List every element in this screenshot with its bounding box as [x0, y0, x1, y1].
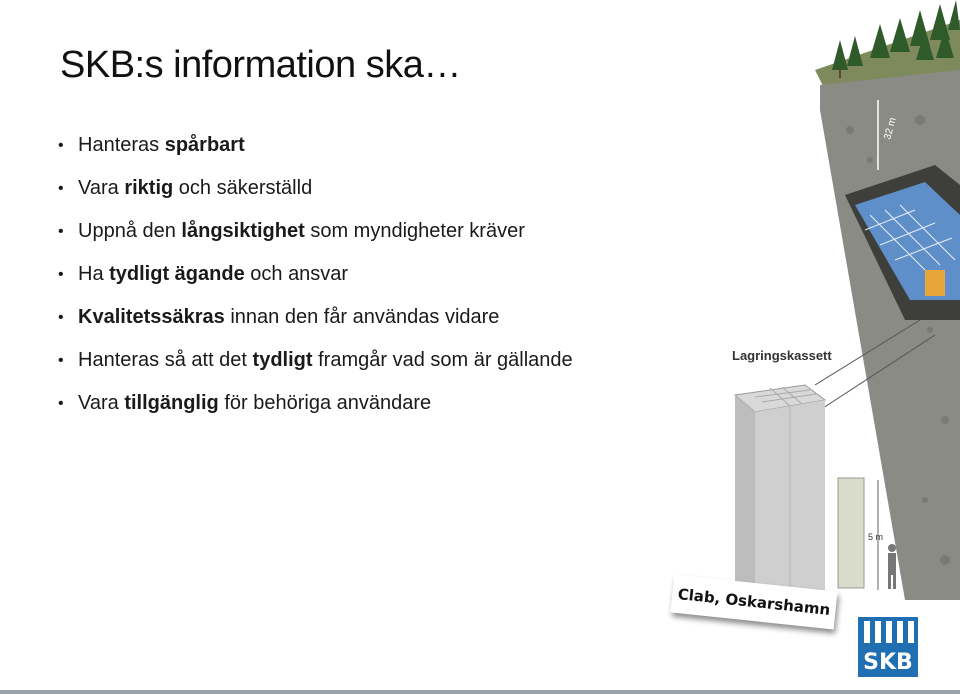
bullet-item	[56, 253, 573, 296]
cassette-label: Lagringskassett	[732, 348, 832, 363]
bullet-dot: •	[58, 309, 64, 326]
bullet-dot: •	[58, 137, 64, 154]
location-stamp: Clab, Oskarshamn	[670, 575, 837, 630]
bullet-dot: •	[58, 223, 64, 240]
height-label: 5 m	[868, 532, 884, 542]
storage-cassette-icon	[735, 385, 825, 600]
bullet-text: Vara	[78, 177, 125, 199]
bullet-emphasis: tydligt	[252, 349, 313, 371]
bullet-text: Vara	[78, 392, 125, 414]
bullet-emphasis: riktig	[124, 177, 174, 199]
bullet-text: Uppnå den	[78, 220, 182, 242]
bullet-item	[56, 339, 573, 382]
bullet-text: och ansvar	[244, 263, 349, 285]
bullet-item	[56, 210, 573, 253]
bullet-item	[56, 124, 573, 167]
footer-divider	[0, 690, 960, 694]
bullet-text: för behöriga användare	[218, 392, 432, 414]
logo-text: SKB	[863, 650, 913, 675]
bullet-item	[56, 382, 573, 425]
bullet-emphasis: Kvalitetssäkras	[78, 306, 225, 328]
bullet-dot: •	[58, 352, 64, 369]
bullet-dot: •	[58, 266, 64, 283]
skb-logo-icon	[858, 617, 918, 677]
depth-label: 32 m	[882, 116, 899, 141]
handling-machine	[925, 270, 945, 296]
bullet-dot: •	[58, 180, 64, 197]
slide-title: SKB:s information ska…	[60, 44, 461, 86]
fuel-canister	[838, 478, 864, 588]
bullet-emphasis: tydligt ägande	[109, 263, 245, 285]
bullet-item	[56, 167, 573, 210]
bullet-text: Ha	[78, 263, 110, 285]
bullet-emphasis: spårbart	[164, 134, 245, 156]
bullet-item	[56, 296, 573, 339]
bullet-text: som myndigheter kräver	[304, 220, 525, 242]
bullet-emphasis: långsiktighet	[181, 220, 305, 242]
bullet-text: innan den får användas vidare	[224, 306, 500, 328]
person-icon	[888, 544, 896, 589]
bullet-text: Hanteras	[78, 134, 165, 156]
bullet-text: framgår vad som är gällande	[312, 349, 573, 371]
bullet-dot: •	[58, 395, 64, 412]
bullet-text: och säkerställd	[173, 177, 313, 199]
bullet-emphasis: tillgänglig	[124, 392, 219, 414]
bullet-text: Hanteras så att det	[78, 349, 253, 371]
bullet-list	[56, 124, 573, 425]
